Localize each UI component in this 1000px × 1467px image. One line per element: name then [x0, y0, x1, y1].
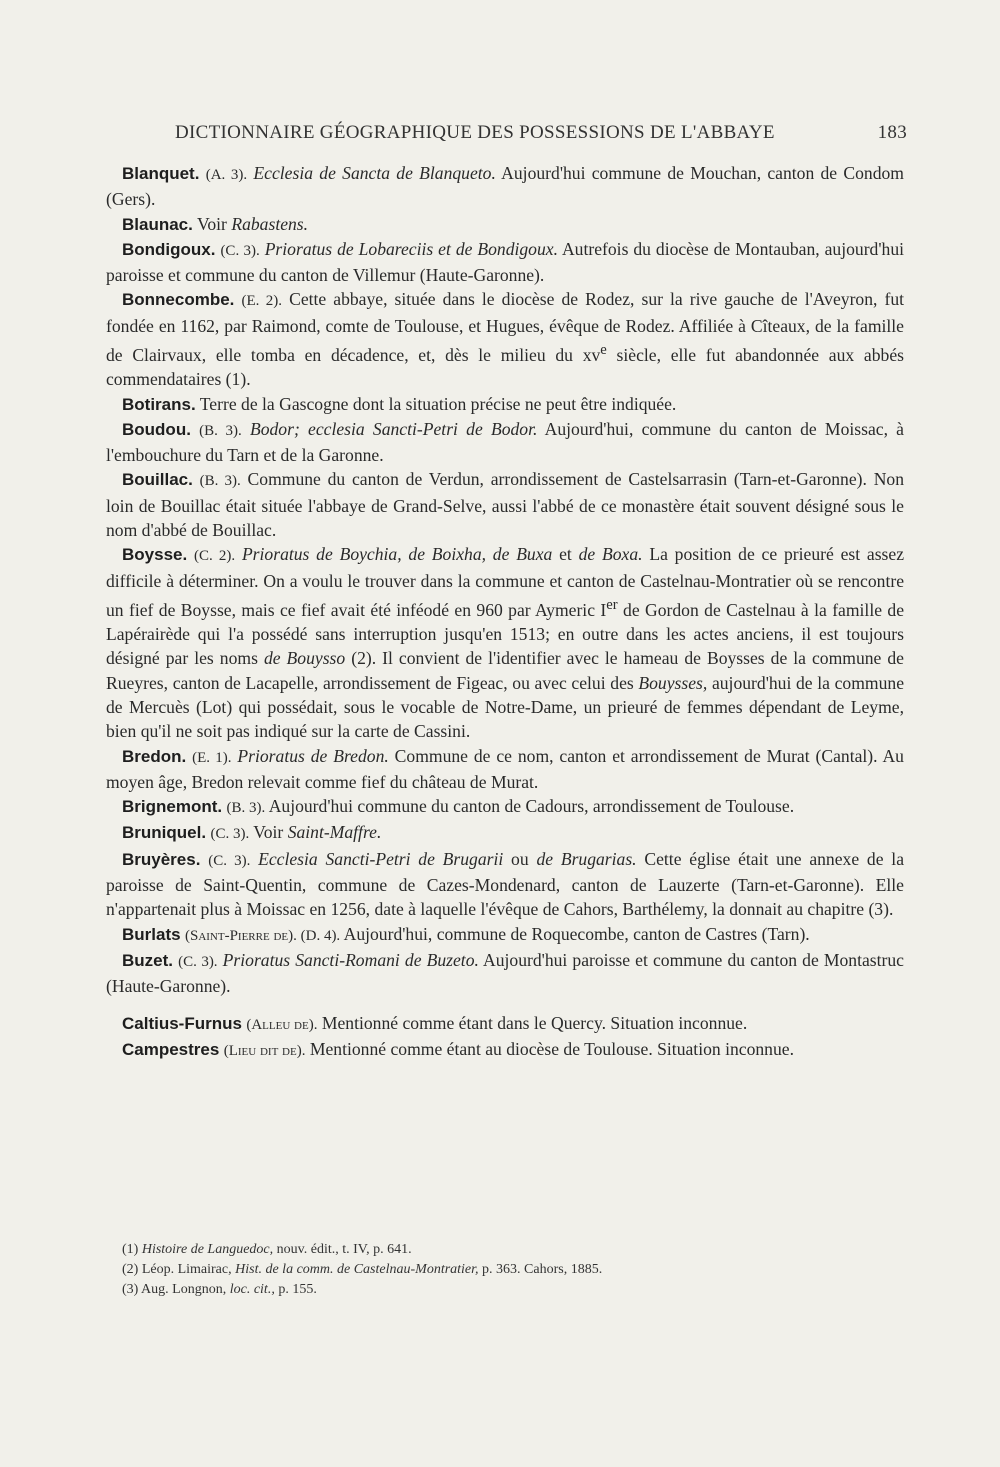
footnote — [122, 1280, 882, 1300]
text-run: Mentionné comme étant dans le Quercy. Situation inconnue. — [317, 1012, 748, 1033]
dictionary-entry — [106, 237, 904, 288]
text-run: Aujourd'hui, commune du canton de Moissac, à l'embouchure du Tarn et de la Garonne. — [106, 418, 904, 466]
italic-text: Ecclesia de Sancta de Blanqueto. — [253, 163, 496, 183]
entry-map-reference: (B. 3). — [199, 473, 241, 490]
text-run: Terre de la Gascogne dont la situation précise ne peut être indiquée. — [195, 393, 677, 414]
text-run: (1) — [122, 1242, 142, 1257]
italic-text: Ecclesia Sancti-Petri de Brugarii — [258, 848, 504, 869]
dictionary-entry — [106, 287, 904, 391]
text-run: aujourd'hui de la commune de Mercuès (Lot) qui possédait, sous le vocable de Notre-Dame, un prieuré de femmes dépendant de Leyme, bien qu'il ne soit pas indiqué sur la carte de Cassini. — [106, 672, 904, 742]
italic-text: Histoire de Languedoc, — [141, 1242, 274, 1257]
italic-text: Rabastens. — [231, 213, 309, 234]
italic-text: Prioratus de Lobareciis et de Bondigoux. — [264, 238, 558, 259]
entry-map-reference: (E. 2). — [241, 293, 283, 310]
text-run — [242, 419, 250, 439]
entry-map-reference: (C. 3). — [178, 953, 218, 970]
text-run: et — [552, 544, 579, 565]
running-title: DICTIONNAIRE GÉOGRAPHIQUE DES POSSESSIONS DE L'ABBAYE — [175, 122, 775, 143]
text-run: Aujourd'hui paroisse et commune du canton de Montastruc (Haute-Garonne). — [106, 949, 904, 997]
text-run: Cette église était une annexe de la paroisse de Saint-Quentin, commune de Cazes-Mondenard, canton de Lauzerte (Tarn-et-Garonne). Elle n'appartenait plus à Moissac en 1256, date à laquelle l'évêque de Cahors, Barthélemy, la donnait au chapitre (3). — [106, 848, 905, 920]
footnote — [122, 1240, 882, 1260]
text-run: Autrefois du diocèse de Montauban, aujourd'hui paroisse et commune du canton de Villemur (Haute-Garonne). — [106, 238, 905, 286]
dictionary-entry — [106, 794, 904, 820]
italic-text: Bouysses, — [638, 672, 708, 693]
text-run: siècle, elle fut abandonnée aux abbés commendataires (1). — [106, 344, 904, 390]
italic-text: Prioratus Sancti-Romani de Buzeto. — [222, 949, 479, 970]
italic-text: Prioratus de Boychia, de Boixha, de Buxa — [241, 544, 553, 565]
text-run: Voir — [249, 822, 288, 843]
entry-map-reference: (Alleu de). — [246, 1016, 318, 1033]
entry-map-reference: (C. 3). — [208, 852, 251, 869]
italic-text: Saint-Maffre. — [287, 822, 382, 843]
dictionary-entry — [106, 1011, 904, 1037]
text-run: nouv. édit., t. IV, p. 641. — [273, 1242, 412, 1257]
text-run: (2). Il convient de l'identifier avec le hameau de Boysses de la commune de Rueyres, canton de Lacapelle, arrondissement de Figeac, ou avec celui des — [106, 648, 904, 693]
dictionary-entry — [106, 948, 904, 999]
text-run — [250, 849, 258, 869]
dictionary-entry — [106, 847, 904, 922]
entry-headword: Botirans. — [122, 394, 196, 414]
page-number: 183 — [877, 122, 907, 143]
dictionary-entry — [106, 392, 904, 417]
dictionary-entry — [106, 542, 904, 743]
dictionary-entry — [106, 161, 904, 212]
italic-text: Bodor; ecclesia Sancti-Petri de Bodor. — [249, 418, 538, 439]
entry-headword: Bondigoux. — [122, 239, 216, 259]
text-run: Voir — [192, 213, 232, 234]
entry-headword: Blanquet. — [122, 164, 200, 183]
entry-headword: Bouillac. — [122, 470, 193, 490]
entry-map-reference: (C. 3). — [220, 242, 260, 259]
entry-map-reference: (B. 3). — [226, 800, 266, 817]
entry-headword: Bruyères. — [122, 849, 201, 869]
italic-text: de Brugarias. — [536, 848, 637, 869]
text-run: Aujourd'hui commune de Mouchan, canton de Condom (Gers). — [106, 163, 904, 210]
italic-text: de Boxa. — [578, 544, 643, 565]
text-run: (3) Aug. Longnon, — [122, 1282, 230, 1297]
text-run: (2) Léop. Limairac, — [122, 1262, 236, 1277]
entry-headword: Campestres — [122, 1039, 220, 1059]
dictionary-entry — [106, 744, 904, 795]
italic-text: Hist. de la comm. de Castelnau-Montratier, — [235, 1262, 479, 1277]
text-run — [235, 544, 242, 564]
dictionary-body — [106, 161, 904, 1063]
page-header — [175, 122, 907, 144]
dictionary-entry — [106, 1037, 904, 1063]
entry-map-reference: (A. 3). — [205, 167, 248, 183]
text-run: Commune du canton de Verdun, arrondissement de Castelsarrasin (Tarn-et-Garonne). Non loin de Bouillac était située l'abbaye de Grand-Selve, aussi l'abbé de ce monastère était souvent désigné sous le nom d'abbé de Bouillac. — [106, 469, 904, 541]
entry-headword: Boudou. — [122, 419, 191, 439]
text-run: Commune de ce nom, canton et arrondissement de Murat (Cantal). Au moyen âge, Bredon relevait comme fief du château de Murat. — [106, 745, 904, 792]
entry-map-reference: (B. 3). — [199, 422, 242, 439]
text-run: Aujourd'hui commune du canton de Cadours, arrondissement de Toulouse. — [265, 796, 795, 817]
entry-headword: Boysse. — [122, 545, 188, 565]
italic-text: Prioratus de Bredon. — [237, 745, 389, 766]
entry-map-reference: (E. 1). — [192, 749, 232, 766]
entry-headword: Caltius-Furnus — [122, 1013, 242, 1033]
entry-headword: Bonnecombe. — [122, 290, 235, 310]
text-run: Cette abbaye, située dans le diocèse de Rodez, sur la rive gauche de l'Aveyron, fut fondée en 1162, par Raimond, comte de Toulouse, et Hugues, évêque de Rodez. Affiliée à Cîteaux, de la famille de Clairvaux, elle tomba en décadence, et, dès le milieu du xv — [106, 289, 905, 365]
superscript: e — [600, 342, 607, 359]
italic-text: de Bouysso — [263, 648, 346, 669]
italic-text: loc. cit., — [229, 1282, 275, 1297]
text-run: ou — [503, 848, 537, 869]
entry-headword: Buzet. — [122, 950, 173, 970]
entry-headword: Brignemont. — [122, 797, 223, 817]
entry-headword: Bruniquel. — [122, 823, 207, 843]
text-run: de Gordon de Castelnau à la famille de Lapérairède qui l'a possédé sans interruption jusqu'en 1513; en outre dans les actes anciens, il est toujours désigné par les noms — [106, 599, 905, 669]
text-run: La position de ce prieuré est assez difficile à déterminer. On a voulu le trouver dans la commune et canton de Castelnau-Montratier où se rencontre un fief de Boysse, mais ce fief avait été inféodé en 960 par Aymeric I — [106, 544, 905, 620]
entry-headword: Bredon. — [122, 746, 187, 766]
entry-map-reference: (Lieu dit de). — [223, 1042, 306, 1059]
entry-headword: Burlats — [122, 924, 181, 944]
text-run: Aujourd'hui, commune de Roquecombe, canton de Castres (Tarn). — [340, 923, 810, 944]
text-run: p. 155. — [274, 1282, 317, 1297]
entry-map-reference: (C. 3). — [210, 826, 250, 843]
entry-headword: Blaunac. — [122, 214, 193, 234]
dictionary-entry — [106, 922, 904, 948]
dictionary-entry — [106, 820, 904, 846]
entry-map-reference: (Saint-Pierre de). (D. 4). — [184, 927, 341, 944]
dictionary-entry — [106, 417, 904, 468]
superscript: er — [606, 596, 618, 613]
entry-map-reference: (C. 2). — [194, 548, 236, 565]
dictionary-entry — [106, 212, 904, 237]
dictionary-entry — [106, 467, 904, 542]
text-run: p. 363. Cahors, 1885. — [478, 1262, 603, 1277]
footnote — [122, 1260, 882, 1280]
footnotes — [122, 1240, 882, 1300]
text-run: Mentionné comme étant au diocèse de Toulouse. Situation inconnue. — [305, 1038, 794, 1059]
